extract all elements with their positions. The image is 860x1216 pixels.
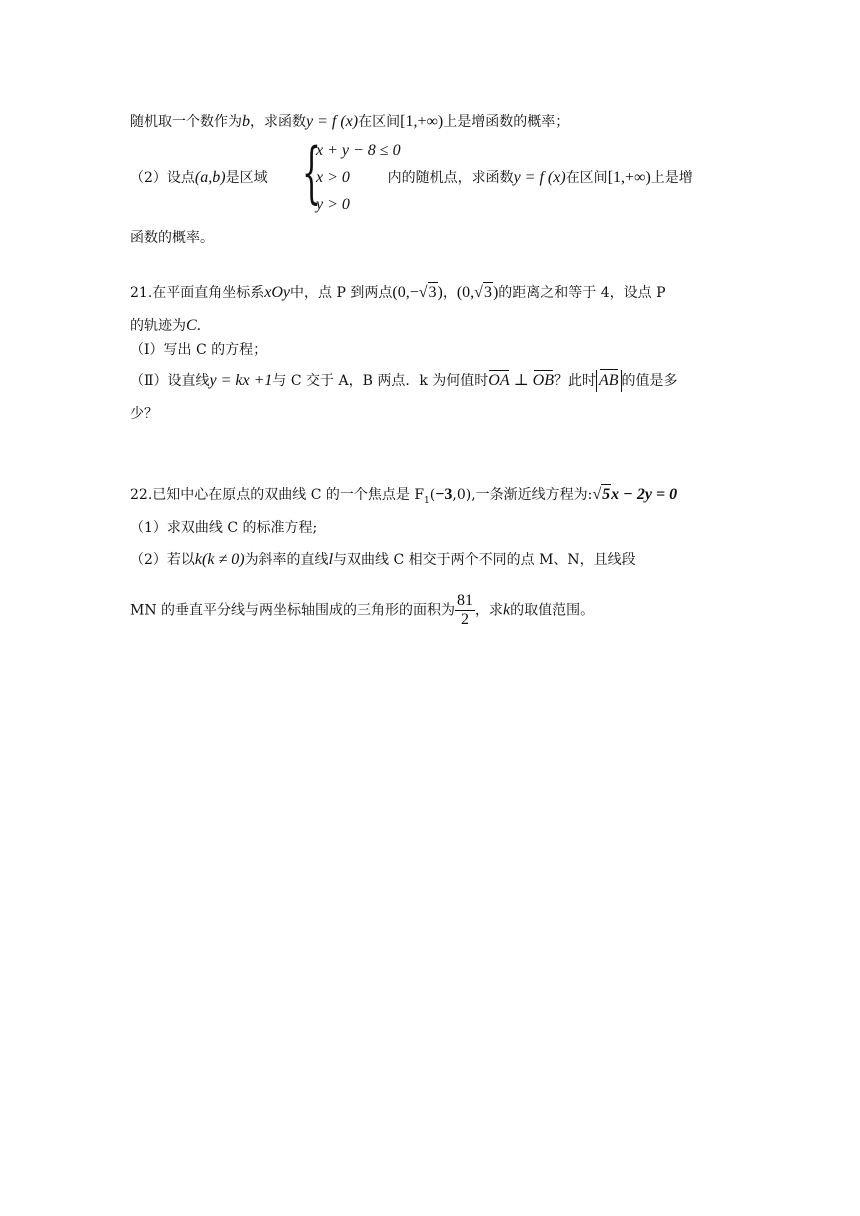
vector-ob: OB	[532, 372, 554, 389]
math-interval: [1,+∞)	[400, 113, 444, 130]
text: ，求函数	[250, 114, 306, 130]
radicand: 3	[483, 284, 492, 301]
text: (	[429, 487, 436, 503]
text: x − 2y = 0	[611, 486, 678, 503]
math-fx: y = f (x)	[306, 113, 359, 130]
abs-ab	[596, 370, 622, 392]
text: ,0)	[452, 487, 472, 503]
p22-line-2	[130, 518, 317, 538]
p22-line-3	[130, 550, 636, 570]
text: （2）设点	[130, 170, 195, 186]
math-l: l	[328, 551, 334, 568]
text: (0,−	[392, 284, 419, 301]
fraction-81-2	[455, 592, 475, 629]
text: （1）求双曲线 C 的标准方程;	[130, 520, 318, 536]
p21-line-2	[130, 316, 201, 336]
vector-oa: OA	[488, 372, 510, 389]
math-point: (a,b)	[194, 169, 226, 186]
text: (0,	[456, 284, 475, 301]
text: 22.已知中心在原点的双曲线 C 的一个焦点是 F	[130, 487, 425, 503]
asymptote-equation	[592, 486, 677, 503]
p20-line-3	[130, 228, 214, 248]
sqrt: √3	[418, 284, 437, 301]
text: 上是增函数的概率；	[443, 114, 570, 130]
text: （Ⅰ）写出 C 的方程；	[130, 342, 268, 358]
text: 为斜率的直线	[244, 552, 329, 568]
text: 的轨迹为	[130, 318, 186, 334]
radicand: 3	[428, 284, 437, 301]
text: ，	[442, 285, 457, 301]
text: 21.在平面直角坐标系	[130, 285, 265, 301]
text: 在区间	[358, 114, 401, 130]
text: 内的随机点，求函数	[387, 170, 514, 186]
text: MN 的垂直平分线与两坐标轴围成的三角形的面积为	[130, 602, 456, 619]
text: 少？	[130, 406, 158, 422]
p21-line-1	[130, 282, 666, 303]
math-k: k	[503, 601, 511, 619]
p21-line-4	[130, 370, 678, 392]
text: ，求	[475, 602, 504, 619]
text: )	[437, 284, 443, 301]
text: 中，点 P 到两点	[290, 285, 393, 301]
text: 与双曲线 C 相交于两个不同的点 M、N，且线段	[333, 552, 636, 568]
p21-line-3	[130, 340, 267, 360]
math-interval: [1,+∞)	[607, 169, 651, 186]
math-k: k(k ≠ 0)	[194, 551, 245, 568]
text: 随机取一个数作为	[130, 114, 242, 130]
numerator: 81	[457, 592, 474, 609]
text: 的距离之和等于 4，设点 P	[498, 285, 666, 301]
math-point-2	[457, 284, 498, 301]
perp-symbol: ⊥	[513, 372, 529, 389]
math-b: b	[242, 113, 250, 130]
math-fx: y = f (x)	[513, 169, 566, 186]
text: ,一条渐近线方程为:	[471, 487, 593, 503]
text: 是区域	[225, 170, 268, 186]
subscript: 1	[424, 495, 430, 506]
brace-icon: {	[302, 134, 321, 211]
sqrt: √5	[592, 486, 611, 503]
p20-line-2	[130, 168, 693, 188]
system-row-3: y > 0	[316, 196, 350, 213]
text: （Ⅱ）设直线	[130, 373, 210, 389]
text: （2）若以	[130, 552, 195, 568]
system-row-2: x > 0	[316, 169, 350, 186]
vector-ab: AB	[599, 370, 619, 392]
p20-line-1	[130, 112, 569, 132]
text: 函数的概率。	[130, 230, 214, 246]
text: ？此时	[553, 373, 596, 389]
text: 的值是多	[621, 373, 678, 389]
p22-line-1	[130, 484, 677, 511]
math-c: C	[186, 317, 197, 334]
text: 的取值范围。	[510, 602, 595, 619]
math-neg3: −3	[435, 486, 453, 503]
text: 与 C 交于 A，B 两点．k 为何值时	[272, 373, 489, 389]
sqrt: √3	[474, 284, 492, 301]
inequality-system	[302, 134, 401, 218]
system-row-1: x + y − 8 ≤ 0	[316, 142, 401, 159]
text: )	[492, 284, 499, 301]
text: 上是增	[650, 170, 693, 186]
math-xoy: xOy	[264, 284, 291, 301]
text: 在区间	[565, 170, 608, 186]
math-line: y = kx +1	[209, 372, 273, 389]
denominator: 2	[461, 611, 470, 628]
text: .	[196, 318, 202, 334]
math-point-1	[392, 284, 442, 301]
p21-line-5	[130, 404, 158, 424]
p22-line-4	[130, 592, 594, 629]
radicand: 5	[602, 486, 611, 503]
